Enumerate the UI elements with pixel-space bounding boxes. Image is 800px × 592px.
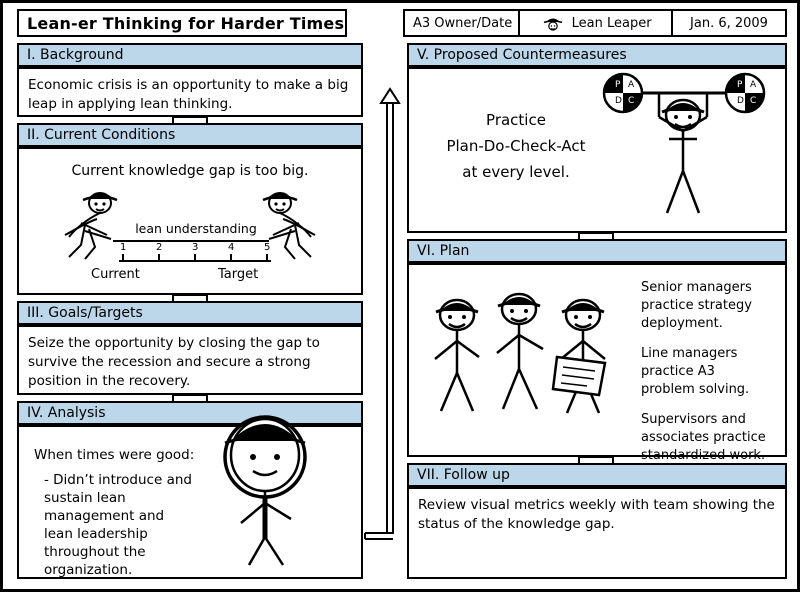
- owner-date-bar: [403, 9, 787, 37]
- svg-text:D: D: [737, 96, 744, 106]
- section-heading-goals: III. Goals/Targets: [17, 301, 363, 325]
- scale-label-current: Current: [91, 267, 140, 282]
- page-title: Lean-er Thinking for Harder Times: [17, 9, 347, 37]
- plan-item-3: Supervisors and associates practice standardized work.: [641, 412, 766, 463]
- plan-items: [641, 279, 771, 477]
- svg-text:A: A: [750, 80, 757, 90]
- plan-item-1: Senior managers practice strategy deployment.: [641, 280, 752, 331]
- svg-text:P: P: [615, 80, 621, 90]
- section-heading-background: I. Background: [17, 43, 363, 67]
- weightlifter-pdca-icon: [589, 71, 779, 229]
- plan-item-2: Line managers practice A3 problem solving.: [641, 346, 750, 397]
- section-heading-analysis: IV. Analysis: [17, 401, 363, 425]
- analysis-bullet: - Didn’t introduce and sustain lean management and lean leadership throughout the organization.: [44, 472, 192, 578]
- scale-tick-5: 5: [264, 242, 271, 253]
- goals-text: Seize the opportunity by closing the gap to survive the recession and secure a strong position in the recovery.: [17, 325, 363, 395]
- owner-name: Lean Leaper: [571, 15, 652, 31]
- scale-tick-3: 3: [192, 242, 199, 253]
- section-heading-countermeasures: V. Proposed Countermeasures: [407, 43, 787, 67]
- svg-text:C: C: [628, 96, 635, 106]
- scale-tick-2: 2: [156, 242, 163, 253]
- scale-tick-1: 1: [120, 242, 127, 253]
- svg-text:D: D: [615, 96, 622, 106]
- current-conditions-text: Current knowledge gap is too big.: [71, 163, 309, 179]
- owner-label: A3 Owner/Date: [413, 15, 513, 31]
- owner-name-group: [520, 13, 671, 33]
- background-text: Economic crisis is an opportunity to make a big leap in applying lean thinking.: [17, 67, 363, 117]
- svg-text:A: A: [628, 80, 635, 90]
- svg-text:P: P: [737, 80, 743, 90]
- three-people-icon: [415, 283, 635, 449]
- analysis-lead: When times were good:: [34, 447, 195, 463]
- svg-text:C: C: [750, 96, 757, 106]
- followup-text: Review visual metrics weekly with team showing the status of the knowledge gap.: [407, 487, 787, 579]
- person-with-magnifying-glass-icon: [201, 407, 341, 567]
- scale-label-target: Target: [218, 267, 259, 282]
- section-heading-followup: VII. Follow up: [407, 463, 787, 487]
- scale-tick-4: 4: [228, 242, 235, 253]
- person-hat-icon: [540, 13, 566, 33]
- scale-axis-label: lean understanding: [135, 221, 257, 236]
- countermeasures-line-3: at every level.: [462, 163, 570, 181]
- owner-date: Jan. 6, 2009: [690, 15, 768, 31]
- countermeasures-line-2: Plan-Do-Check-Act: [446, 137, 586, 155]
- section-heading-current-conditions: II. Current Conditions: [17, 123, 363, 147]
- countermeasures-line-1: Practice: [486, 111, 546, 129]
- section-heading-plan: VI. Plan: [407, 239, 787, 263]
